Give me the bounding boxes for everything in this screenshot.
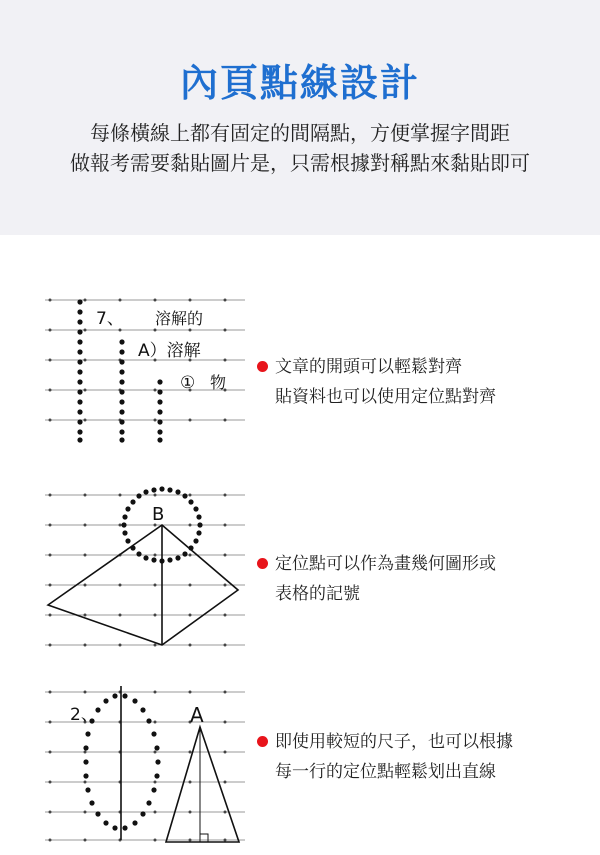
- example-circled-number: ①: [180, 373, 196, 393]
- example-number: 2、: [70, 705, 98, 725]
- feature-item-1: [257, 352, 597, 412]
- dotted-column-3: [157, 379, 162, 442]
- page-title: 內頁點線設計: [179, 61, 420, 105]
- feature-text-line: 文章的開頭可以輕鬆對齊: [275, 357, 462, 377]
- vertex-label-b: B: [152, 504, 165, 525]
- subtitle-line-1: 每條橫線上都有固定的間隔點，方便掌握字間距: [90, 121, 510, 145]
- header-banner: [0, 0, 600, 235]
- illustration-straight-lines: [0, 680, 250, 850]
- bullet-dot-icon: [257, 736, 268, 747]
- dotted-column-2: [119, 339, 124, 442]
- bullet-dot-icon: [257, 558, 268, 569]
- feature-text-line: 即使用較短的尺子，也可以根據: [275, 732, 513, 752]
- illustration-text-alignment: [0, 290, 250, 450]
- example-number: 7、: [96, 309, 124, 329]
- vertex-label-a: A: [190, 703, 204, 727]
- feature-text-line: 每一行的定位點輕鬆划出直線: [275, 762, 496, 782]
- example-word-1: 溶解的: [155, 309, 204, 328]
- dotted-column-1: [77, 299, 82, 442]
- feature-text-line: 貼資料也可以使用定位點對齊: [275, 387, 496, 407]
- feature-text-line: 定位點可以作為畫幾何圖形或: [275, 554, 496, 574]
- example-option: A）溶解: [138, 341, 201, 361]
- illustration-geometry: [0, 470, 250, 660]
- feature-item-2: [257, 549, 597, 609]
- triangle-shape: [166, 727, 239, 842]
- feature-item-3: [257, 727, 597, 787]
- feature-text-line: 表格的記號: [275, 584, 360, 604]
- bullet-dot-icon: [257, 361, 268, 372]
- example-word-2: 物: [210, 373, 227, 392]
- subtitle-line-2: 做報考需要黏貼圖片是，只需根據對稱點來黏貼即可: [70, 151, 530, 175]
